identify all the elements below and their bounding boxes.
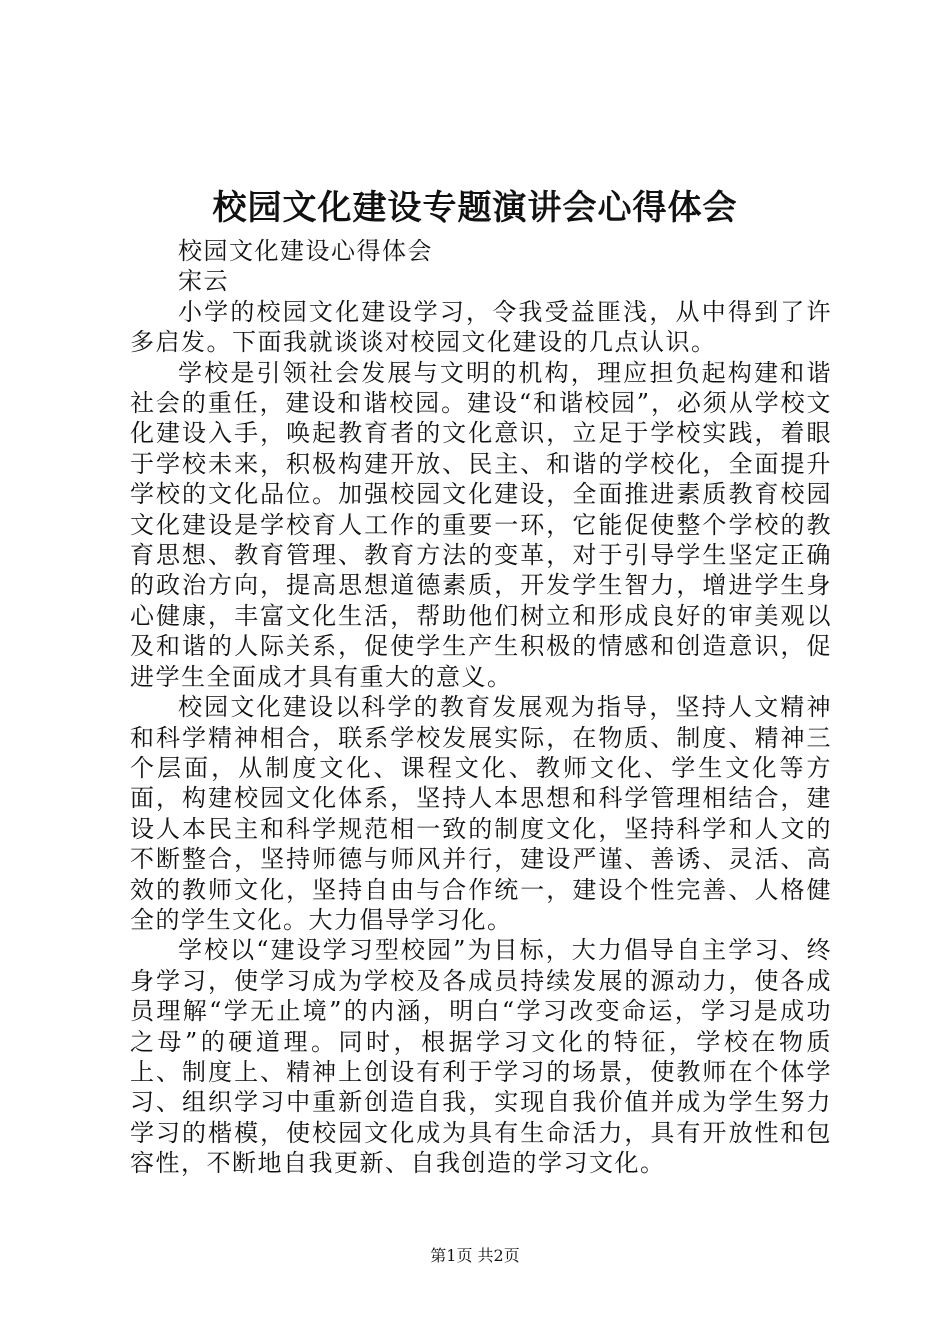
document-body [130, 236, 832, 1179]
paragraph-2: 学校是引领社会发展与文明的机构，理应担负起构建和谐社会的重任，建设和谐校园。建设“和谐校园”，必须从学校文化建设入手，唤起教育者的文化意识，立足于学校实践，着眼于学校未来，积极构建开放、民主、和谐的学校化，全面提升学校的文化品位。加强校园文化建设，全面推进素质教育校园文化建设是学校育人工作的重要一环，它能促使整个学校的教育思想、教育管理、教育方法的变革，对于引导学生坚定正确的政治方向，提高思想道德素质，开发学生智力，增进学生身心健康，丰富文化生活，帮助他们树立和形成良好的审美观以及和谐的人际关系，促使学生产生积极的情感和创造意识，促进学生全面成才具有重大的意义。 [130, 358, 832, 691]
subtitle-line: 校园文化建设心得体会 [178, 237, 433, 265]
author-line: 宋云 [178, 267, 229, 296]
paragraph-4: 学校以“建设学习型校园”为目标，大力倡导自主学习、终身学习，使学习成为学校及各成员持续发展的源动力，使各成员理解“学无止境”的内涵，明白“学习改变命运，学习是成功之母”的硬道理。同时，根据学习文化的特征，学校在物质上、制度上、精神上创设有利于学习的场景，使教师在个体学习、组织学习中重新创造自我，实现自我价值并成为学生努力学习的楷模，使校园文化成为具有生命活力，具有开放性和包容性，不断地自我更新、自我创造的学习文化。 [130, 936, 832, 1178]
paragraph-3: 校园文化建设以科学的教育发展观为指导，坚持人文精神和科学精神相合，联系学校发展实际，在物质、制度、精神三个层面，从制度文化、课程文化、教师文化、学生文化等方面，构建校园文化体系，坚持人本思想和科学管理相结合，建设人本民主和科学规范相一致的制度文化，坚持科学和人文的不断整合，坚持师德与师风并行，建设严谨、善诱、灵活、高效的教师文化，坚持自由与合作统一，建设个性完善、人格健全的学生文化。大力倡导学习化。 [130, 693, 832, 934]
document-title: 校园文化建设专题演讲会心得体会 [212, 188, 738, 228]
paragraph-1: 小学的校园文化建设学习，令我受益匪浅，从中得到了许多启发。下面我就谈谈对校园文化建设的几点认识。 [130, 297, 832, 357]
page-footer: 第1页 共2页 [430, 1246, 520, 1265]
